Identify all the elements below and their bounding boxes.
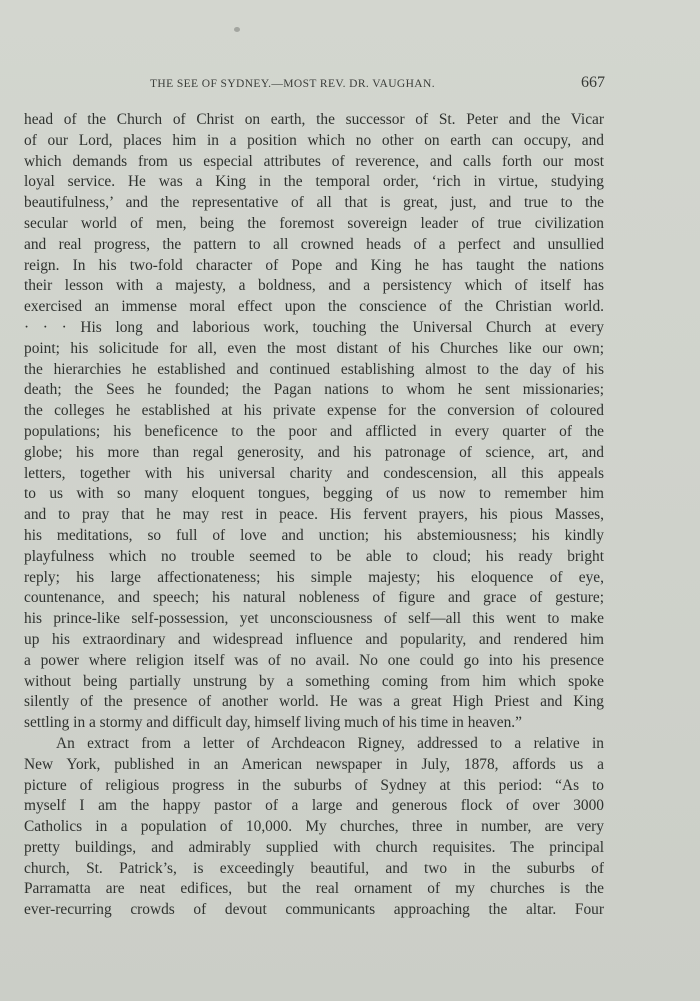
text-line: death; the Sees he founded; the Pagan nations to whom he sent missionaries; [24,381,604,399]
text-line: and to pray that he may rest in peace. His fervent prayers, his pious Masses, [24,506,604,524]
running-header [150,76,605,96]
page-number: 667 [581,74,605,91]
text-line: ever-recurring crowds of devout communicants approaching the altar. Four [24,901,604,919]
body-text [24,110,604,921]
text-line: church, St. Patrick’s, is exceedingly beautiful, and two in the suburbs of [24,859,604,877]
ink-speck [234,27,240,32]
text-line: his prince-like self-possession, yet unconsciousness of self—all this went to make [24,610,604,628]
text-line: exercised an immense moral effect upon the conscience of the Christian world. [24,298,604,316]
text-line: reign. In his two-fold character of Pope and King he has taught the nations [24,256,604,274]
text-line: of our Lord, places him in a position which no other on earth can occupy, and [24,131,604,149]
text-line: without being partially unstrung by a something coming from him which spoke [24,672,604,690]
text-line: Catholics in a population of 10,000. My churches, three in number, are very [24,818,604,836]
text-line: myself I am the happy pastor of a large and generous flock of over 3000 [24,797,604,815]
text-line: silently of the presence of another world. He was a great High Priest and King [24,693,604,711]
text-line: up his extraordinary and widespread influence and popularity, and rendered him [24,630,604,648]
text-line: to us with so many eloquent tongues, begging of us now to remember him [24,485,604,503]
text-line: globe; his more than regal generosity, and his patronage of science, art, and [24,443,604,461]
text-line: loyal service. He was a King in the temporal order, ‘rich in virtue, studying [24,173,604,191]
text-line: their lesson with a majesty, a boldness, and a persistency which of itself has [24,277,604,295]
paragraph-start-line: An extract from a letter of Archdeacon Rigney, addressed to a relative in [56,734,604,752]
text-line: letters, together with his universal charity and condescension, all this appeals [24,464,604,482]
text-line: point; his solicitude for all, even the most distant of his Churches like our own; [24,339,604,357]
running-title: THE SEE OF SYDNEY.—MOST REV. DR. VAUGHAN. [150,78,435,90]
text-line: which demands from us especial attributes of reverence, and calls forth our most [24,152,604,170]
text-line: picture of religious progress in the suburbs of Sydney at this period: “As to [24,776,604,794]
text-line: head of the Church of Christ on earth, the successor of St. Peter and the Vicar [24,111,604,128]
text-line: New York, published in an American newspaper in July, 1878, affords us a [24,755,604,773]
text-line: his meditations, so full of love and unction; his abstemiousness; his kindly [24,526,604,544]
text-line: populations; his beneficence to the poor and afflicted in every quarter of the [24,422,604,440]
text-line: a power where religion itself was of no avail. No one could go into his presence [24,651,604,669]
text-line: countenance, and speech; his natural nobleness of figure and grace of gesture; [24,589,604,607]
text-line: and real progress, the pattern to all crowned heads of a perfect and unsullied [24,235,604,253]
text-line: reply; his large affectionateness; his simple majesty; his eloquence of eye, [24,568,604,586]
text-line: the colleges he established at his private expense for the conversion of coloured [24,402,604,420]
paragraph-end-line: settling in a stormy and difficult day, himself living much of his time in heaven.” [24,714,522,732]
text-line: Parramatta are neat edifices, but the real ornament of my churches is the [24,880,604,898]
text-line: the hierarchies he established and continued establishing almost to the day of his [24,360,604,378]
text-line: pretty buildings, and admirably supplied with church requisites. The principal [24,838,604,856]
text-line: secular world of men, being the foremost sovereign leader of true civilization [24,214,604,232]
text-line: · · · His long and laborious work, touching the Universal Church at every [24,318,604,336]
text-line: playfulness which no trouble seemed to be able to cloud; his ready bright [24,547,604,565]
text-line: beautifulness,’ and the representative of all that is great, just, and true to the [24,194,604,212]
